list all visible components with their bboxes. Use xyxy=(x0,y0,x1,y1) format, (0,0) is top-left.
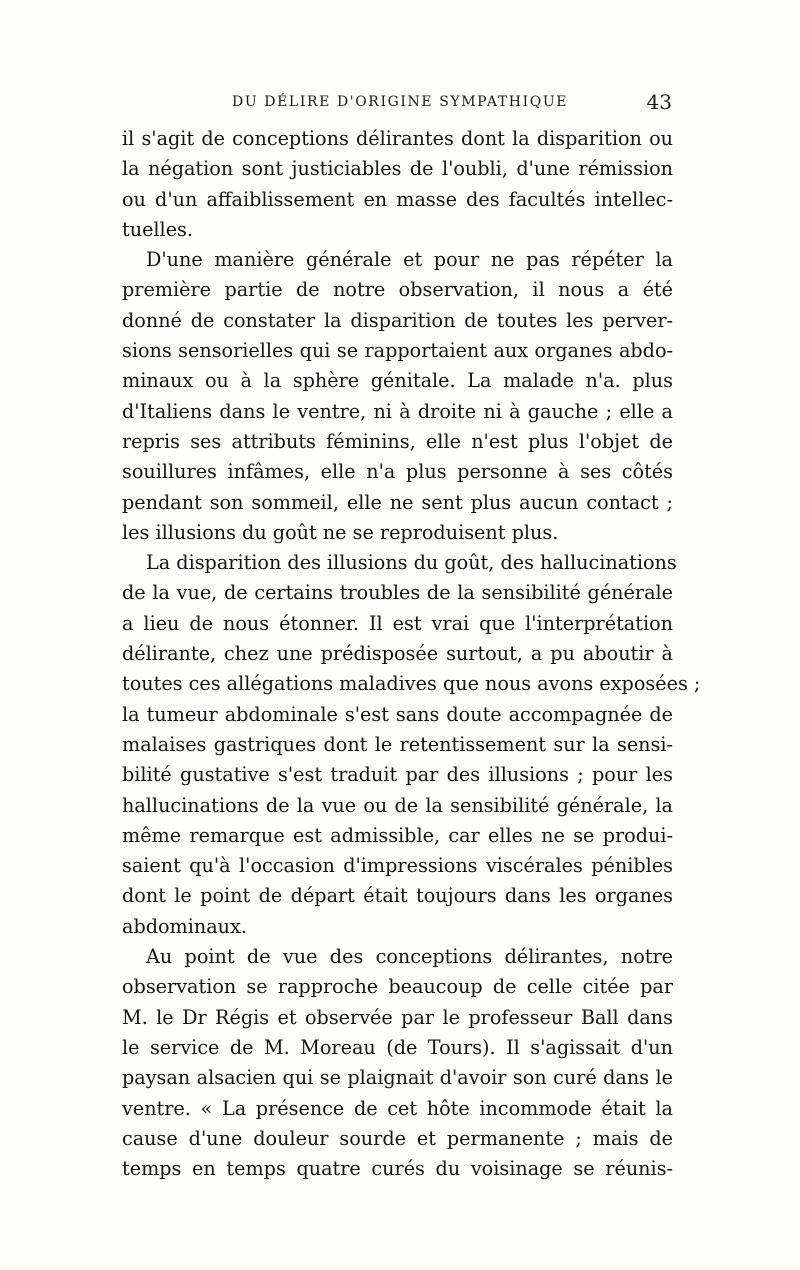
text-line: toutes ces allégations maladives que nous avons exposées ; xyxy=(122,672,701,696)
text-line: même remarque est admissible, car elles ne se produi- xyxy=(122,823,673,847)
page-number: 43 xyxy=(646,90,672,114)
text-line: ventre. « La présence de cet hôte incommode était la xyxy=(122,1096,673,1120)
running-title: DU DÉLIRE D'ORIGINE SYMPATHIQUE xyxy=(232,94,569,110)
text-line: pendant son sommeil, elle ne sent plus aucun contact ; xyxy=(122,490,673,514)
text-line: tuelles. xyxy=(122,217,193,241)
text-line: de la vue, de certains troubles de la sensibilité générale xyxy=(122,581,673,605)
text-line: il s'agit de conceptions délirantes dont la disparition ou xyxy=(122,127,673,150)
paragraph xyxy=(122,245,673,548)
text-line: repris ses attributs féminins, elle n'est plus l'objet de xyxy=(122,429,673,453)
text-line: observation se rapproche beaucoup de celle citée par xyxy=(122,975,673,999)
paragraph xyxy=(122,124,673,245)
text-line: malaises gastriques dont le retentissement sur la sensi- xyxy=(122,732,673,756)
running-head xyxy=(122,92,672,116)
text-line: ou d'un affaiblissement en masse des facultés intellec- xyxy=(122,187,673,211)
text-line: D'une manière générale et pour ne pas répéter la xyxy=(146,248,673,272)
text-line: le service de M. Moreau (de Tours). Il s'agissait d'un xyxy=(122,1035,673,1059)
text-line: la négation sont justiciables de l'oubli, d'une rémission xyxy=(122,157,673,181)
text-line: hallucinations de la vue ou de la sensibilité générale, la xyxy=(122,793,673,817)
paragraph xyxy=(122,942,673,1184)
text-line: sions sensorielles qui se rapportaient aux organes abdo- xyxy=(122,339,673,363)
text-line: a lieu de nous étonner. Il est vrai que l'interprétation xyxy=(122,611,673,635)
text-line: Au point de vue des conceptions délirantes, notre xyxy=(146,945,673,969)
text-line: cause d'une douleur sourde et permanente ; mais de xyxy=(122,1126,673,1150)
text-line: première partie de notre observation, il nous a été xyxy=(122,278,673,302)
text-line: M. le Dr Régis et observée par le professeur Ball dans xyxy=(122,1005,673,1029)
text-line: bilité gustative s'est traduit par des illusions ; pour les xyxy=(122,763,673,787)
text-line: saient qu'à l'occasion d'impressions viscérales pénibles xyxy=(122,854,673,878)
text-line: délirante, chez une prédisposée surtout, a pu aboutir à xyxy=(122,642,673,666)
text-line: souillures infâmes, elle n'a plus personne à ses côtés xyxy=(122,460,673,484)
text-line: paysan alsacien qui se plaignait d'avoir son curé dans le xyxy=(122,1066,673,1090)
text-line: donné de constater la disparition de toutes les perver- xyxy=(122,308,673,332)
text-line: temps en temps quatre curés du voisinage se réunis- xyxy=(122,1157,673,1181)
text-line: abdominaux. xyxy=(122,914,247,938)
body-text xyxy=(122,124,701,1184)
text-line: La disparition des illusions du goût, des hallucinations xyxy=(146,551,677,575)
text-line: les illusions du goût ne se reproduisent plus. xyxy=(122,520,559,544)
text-line: la tumeur abdominale s'est sans doute accompagnée de xyxy=(122,702,673,726)
text-line: dont le point de départ était toujours dans les organes xyxy=(122,884,673,908)
paragraph xyxy=(122,548,701,942)
text-line: minaux ou à la sphère génitale. La malade n'a. plus xyxy=(122,369,673,393)
text-line: d'Italiens dans le ventre, ni à droite ni à gauche ; elle a xyxy=(122,399,673,423)
